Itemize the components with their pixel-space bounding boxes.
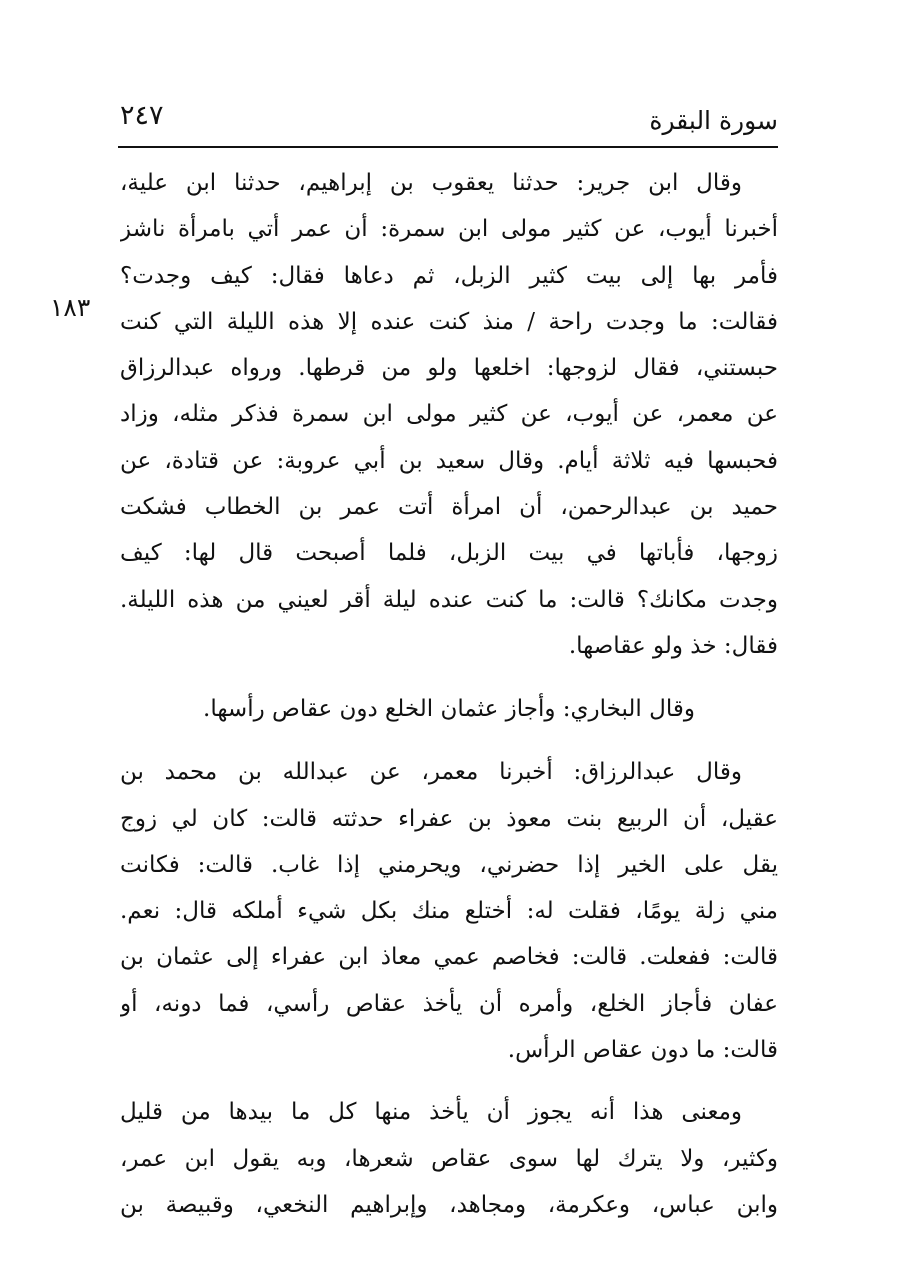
text-line: زوجها، فأباتها في بيت الزبل، فلما أصبحت قال لها: كيف [120, 540, 778, 567]
text-line: فحبسها فيه ثلاثة أيام. وقال سعيد بن أبي عروبة: عن قتادة، عن [120, 447, 778, 474]
text-line: فأمر بها إلى بيت كثير الزبل، ثم دعاها فقال: كيف وجدت؟ [120, 262, 778, 289]
paragraph-4 [120, 1089, 778, 1228]
text-line: عقيل، أن الربيع بنت معوذ بن عفراء حدثته قالت: كان لي زوج [120, 805, 778, 832]
page-number: ٢٤٧ [120, 100, 164, 131]
text-line: وجدت مكانك؟ قالت: ما كنت عنده ليلة أقر لعيني من هذه الليلة. [120, 586, 778, 613]
page-body [120, 160, 778, 1228]
page-header [118, 100, 778, 146]
paragraph-1 [120, 160, 778, 669]
text-line: ومعنى هذا أنه يجوز أن يأخذ منها كل ما بيدها من قليل [120, 1099, 742, 1126]
paragraph-3 [120, 749, 778, 1073]
text-line: وقال ابن جرير: حدثنا يعقوب بن إبراهيم، حدثنا ابن علية، [120, 170, 742, 196]
text-line: يقل على الخير إذا حضرني، ويحرمني إذا غاب. قالت: فكانت [120, 851, 778, 878]
paragraph-gap [120, 1073, 778, 1089]
text-line: عفان فأجاز الخلع، وأمره أن يأخذ عقاص رأسي، فما دونه، أو [120, 990, 778, 1017]
text-line: مني زلة يومًا، فقلت له: أختلع منك بكل شيء أملكه قال: نعم. [120, 898, 778, 925]
header-rule [118, 146, 778, 148]
text-line: فقالت: ما وجدت راحة / منذ كنت عنده إلا هذه الليلة التي كنت [120, 308, 778, 335]
text-line: عن معمر، عن أيوب، عن كثير مولى ابن سمرة فذكر مثله، وزاد [120, 401, 778, 428]
surah-title: سورة البقرة [649, 106, 778, 135]
text-line: حبستني، فقال لزوجها: اخلعها ولو من قرطها. ورواه عبدالرزاق [120, 355, 778, 382]
text-line: وكثير، ولا يترك لها سوى عقاص شعرها، وبه يقول ابن عمر، [120, 1145, 778, 1172]
text-line: حميد بن عبدالرحمن، أن امرأة أتت عمر بن الخطاب فشكت [120, 494, 778, 521]
paragraph-gap [120, 733, 778, 749]
paragraph-2 [120, 685, 778, 733]
text-line: قالت: ففعلت. قالت: فخاصم عمي معاذ ابن عفراء إلى عثمان بن [120, 944, 778, 971]
text-line: أخبرنا أيوب، عن كثير مولى ابن سمرة: أن عمر أتي بامرأة ناشز [120, 216, 778, 243]
text-line: وقال عبدالرزاق: أخبرنا معمر، عن عبدالله بن محمد بن [120, 759, 742, 786]
margin-marker: ١٨٣ [50, 293, 91, 322]
centered-line: وقال البخاري: وأجاز عثمان الخلع دون عقاص رأسها. [203, 696, 695, 723]
text-line: قالت: ما دون عقاص الرأس. [507, 1037, 778, 1064]
text-line: فقال: خذ ولو عقاصها. [568, 632, 778, 659]
text-line: وابن عباس، وعكرمة، ومجاهد، وإبراهيم النخعي، وقبيصة بن [120, 1191, 778, 1218]
paragraph-gap [120, 669, 778, 685]
